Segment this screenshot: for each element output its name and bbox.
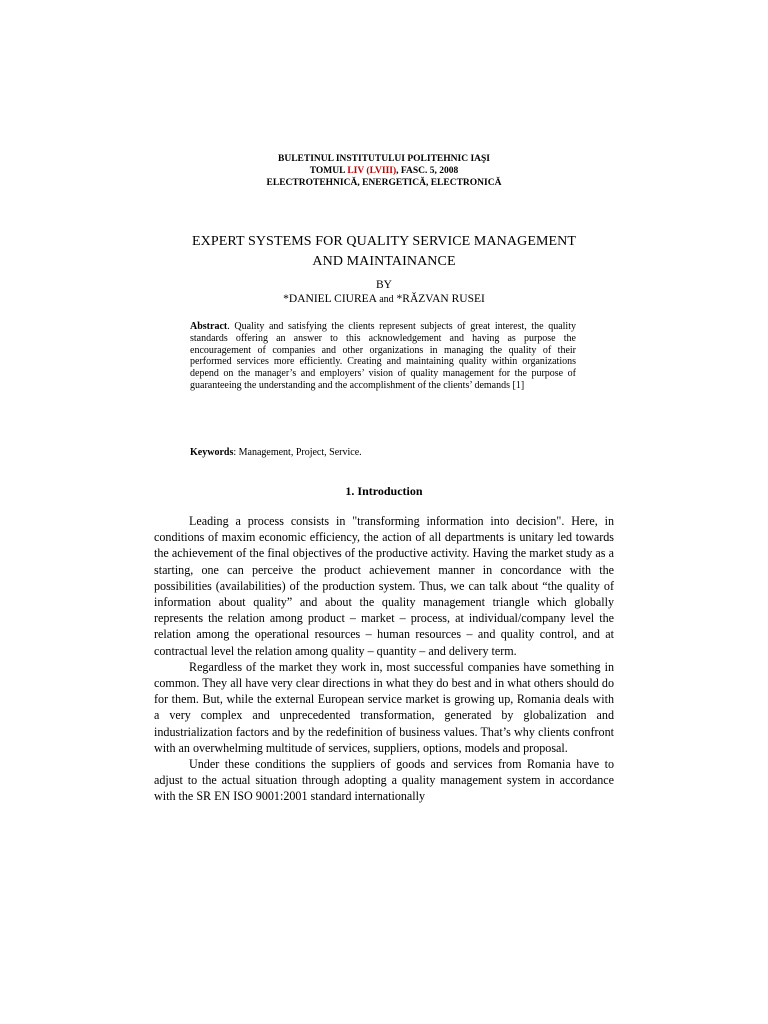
keywords-text: : Management, Project, Service.: [233, 447, 362, 458]
body-paragraph: Leading a process consists in "transforming information into decision". Here, in conditions of maxim economic efficiency, the action of all departments is unitary led towards the achievement of the final objectives of the productive activity. Having the market study as a starting, one can perceive the product achievement manner in concordance with the possibilities (availabilities) of the production system. Thus, we can talk about “the quality of information about quality” and about the quality management triangle which globally represents the relation among product – market – process, at individual/company level the relation among the operational resources – human resources – and quality control, and at contractual level the relation among quality – quantity – and delivery term.: [154, 514, 614, 658]
section-heading: 1. Introduction: [345, 484, 423, 498]
abstract: [190, 321, 576, 392]
journal-volume-line: [0, 165, 768, 177]
journal-volume-number: LIV (LVIII): [347, 166, 397, 176]
journal-volume-prefix: TOMUL: [309, 166, 348, 176]
journal-name: BULETINUL INSTITUTULUI POLITEHNIC IAŞI: [278, 154, 490, 164]
abstract-label: Abstract: [190, 321, 228, 332]
paper-title-line-1: EXPERT SYSTEMS FOR QUALITY SERVICE MANAGEMENT: [191, 234, 577, 249]
author-2: *RĂZVAN RUSEI: [396, 293, 485, 305]
journal-fascicle: , FASC. 5, 2008: [396, 166, 459, 176]
keywords-label: Keywords: [190, 447, 234, 458]
journal-header: [0, 153, 768, 189]
authors: [0, 292, 768, 307]
paper-title-line-2: AND MAINTAINANCE: [312, 254, 456, 269]
authors-and: and: [379, 294, 394, 305]
author-1: *DANIEL CIUREA: [283, 293, 377, 305]
body-paragraph: Under these conditions the suppliers of goods and services from Romania have to adjust to the actual situation through adopting a quality management system in accordance with the SR EN ISO 9001:2001 standard internationally: [154, 757, 614, 804]
section-body: [154, 513, 614, 805]
body-paragraph: Regardless of the market they work in, most successful companies have something in common. They all have very clear directions in what they do best and in what others should do for them. But, while the external European service market is growing up, Romania deals with a very complex and unprecedented transformation, generated by globalization and industrialization factors and by the redefinition of business values. That’s why clients confront with an overwhelming multitude of services, suppliers, options, models and proposal.: [154, 659, 614, 755]
journal-section: ELECTROTEHNICĂ, ENERGETICĂ, ELECTRONICĂ: [266, 178, 502, 188]
paper-title: [0, 232, 768, 272]
abstract-text: . Quality and satisfying the clients represent subjects of great interest, the quality standards offering an answer to this acknowledgement and having as purpose the encouragement of companies and other organizations in managing the quality of their performed services more efficiently. Creating and maintaining quality within organizations depend on the manager’s and employers’ vision of quality management for the purpose of guaranteeing the understanding and the accomplishment of the clients’ demands [1]: [190, 321, 576, 391]
keywords: [190, 447, 576, 459]
by-label: BY: [376, 279, 392, 291]
